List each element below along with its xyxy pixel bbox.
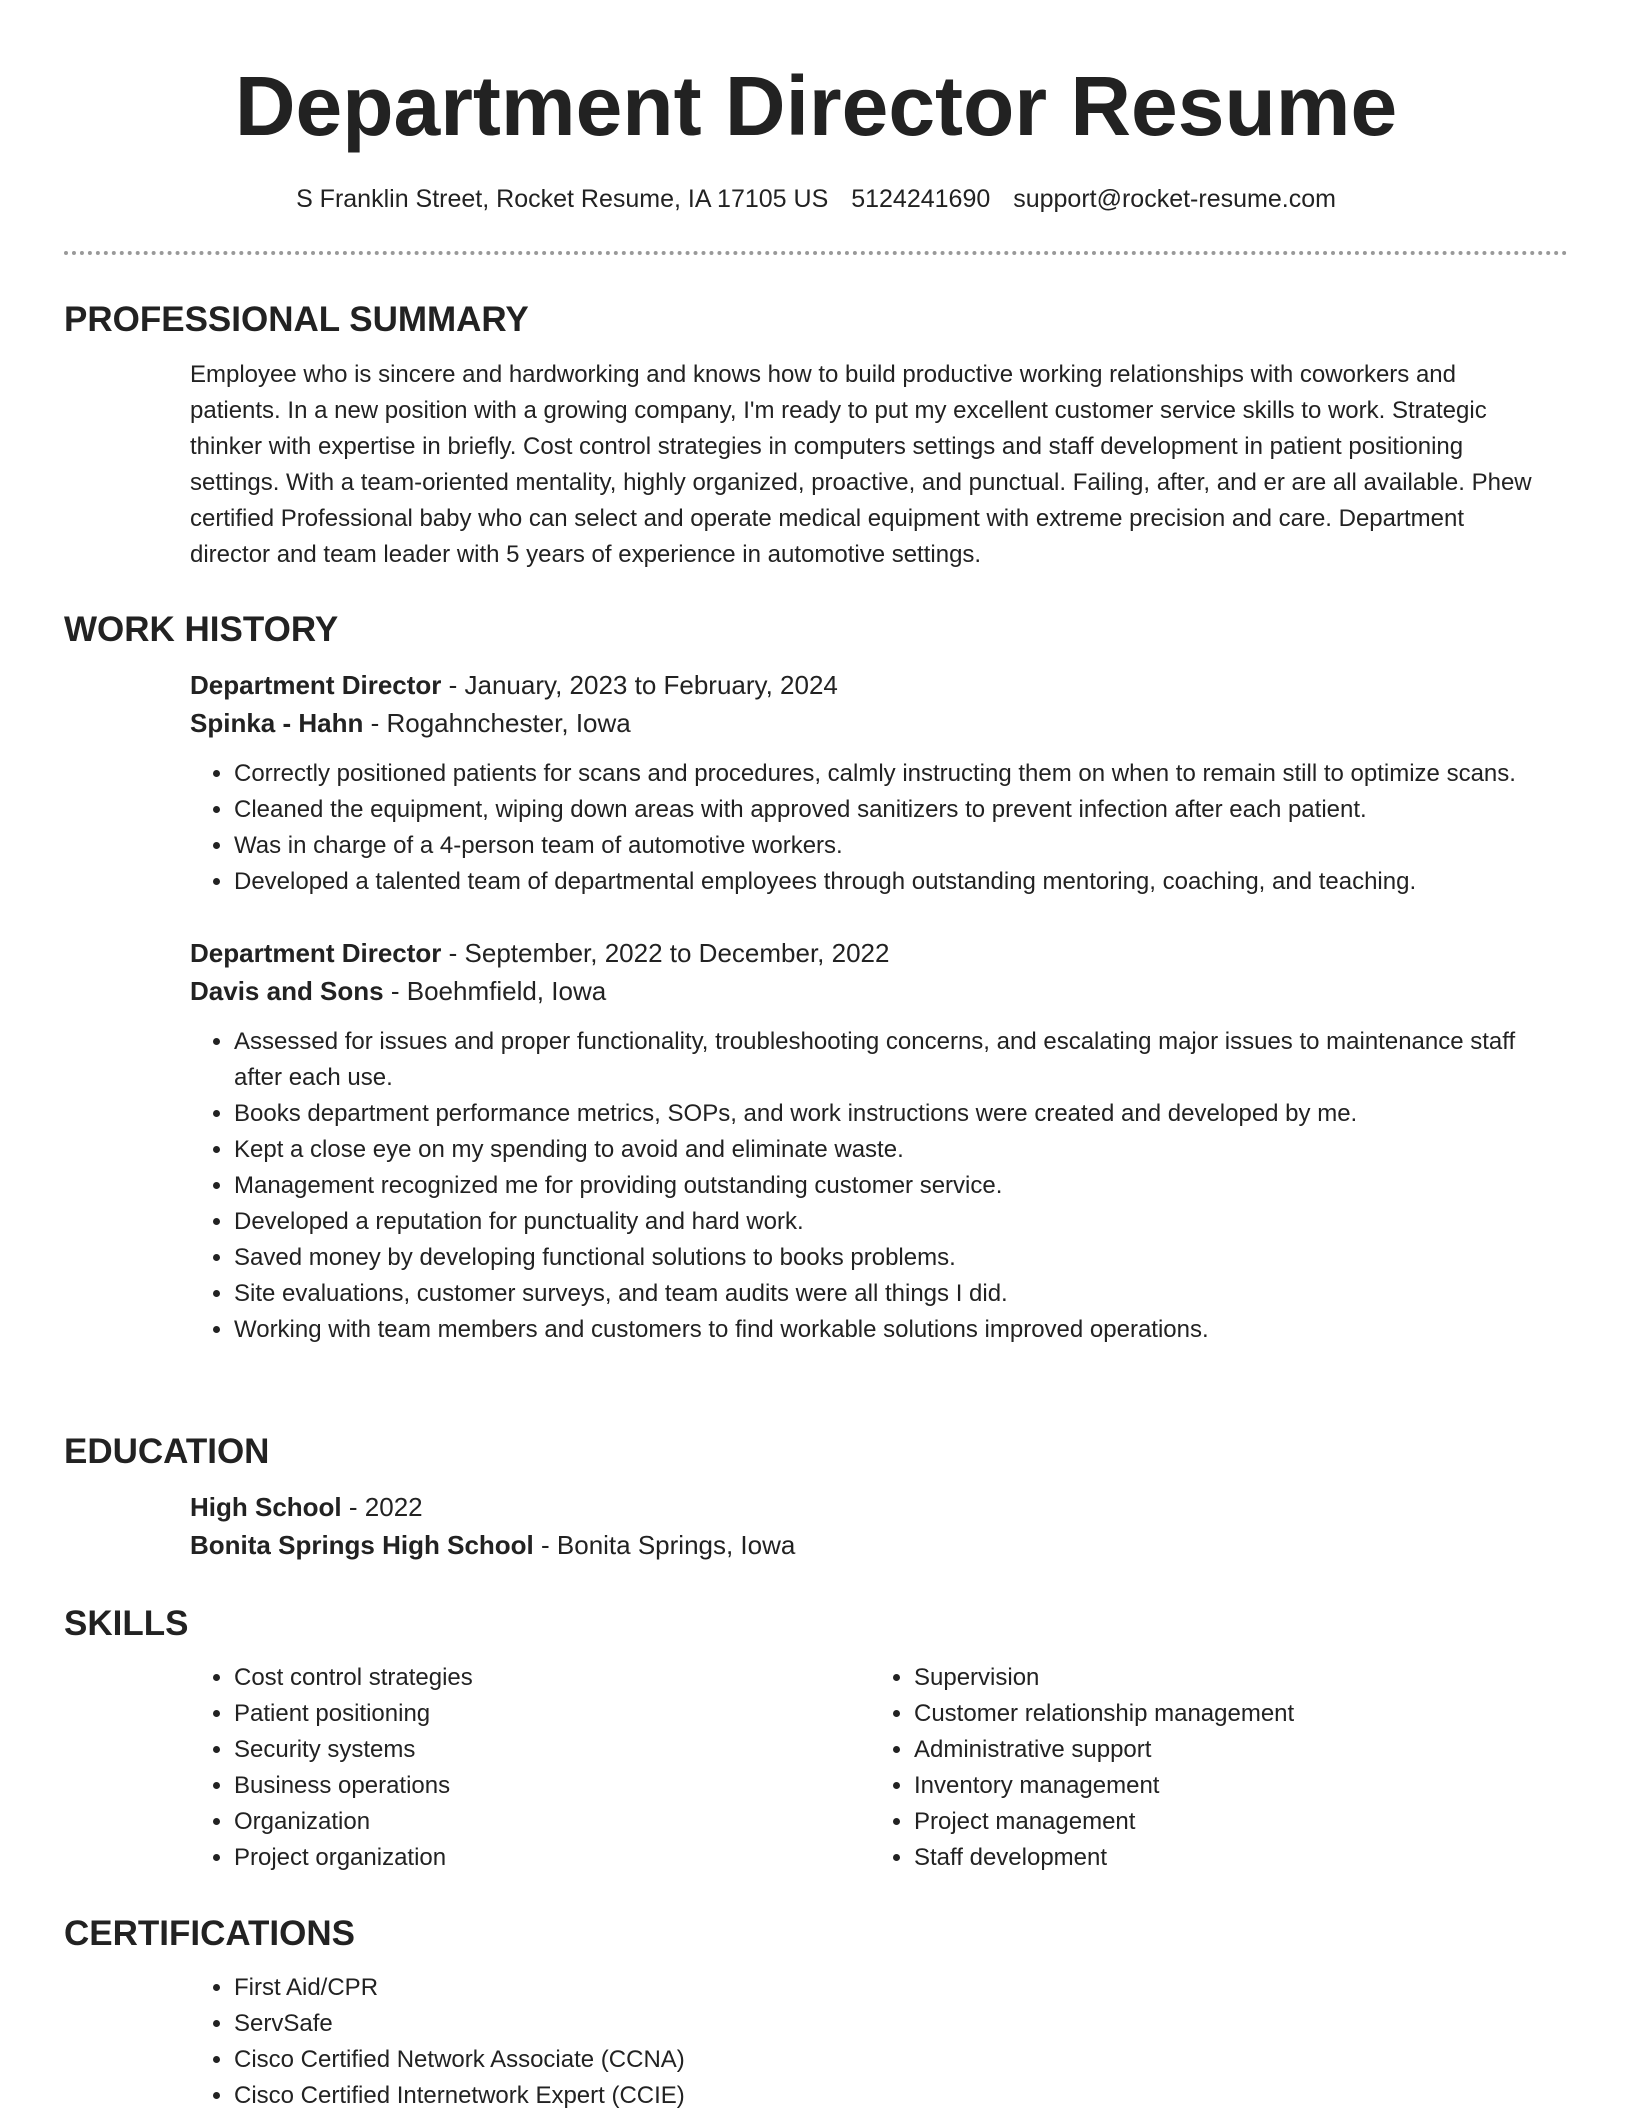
job-company-line [190,704,1550,742]
list-item: • Inventory management [914,1768,1550,1804]
list-item: • ServSafe [234,2006,1550,2042]
education-location: - Bonita Springs, Iowa [533,1530,796,1560]
job-company-line [190,972,1550,1010]
job-title: Department Director [190,670,442,700]
job-location: - Rogahnchester, Iowa [363,708,631,738]
list-item: • Patient positioning [234,1696,870,1732]
list-item: • Project management [914,1804,1550,1840]
skills-body [190,1660,1550,1876]
certifications-heading: CERTIFICATIONS [64,1914,356,1953]
list-item: • Cisco Certified Internetwork Expert (CCIE) [234,2078,1550,2114]
list-item: • Working with team members and customers to find workable solutions improved operations. [234,1312,1550,1348]
contact-address: S Franklin Street, Rocket Resume, IA 17105 US [296,185,829,213]
education-year: - 2022 [341,1492,423,1522]
list-item: • Supervision [914,1660,1550,1696]
certifications-list [190,1970,1550,2114]
job-entry [190,666,1550,900]
summary-heading: PROFESSIONAL SUMMARY [64,300,529,339]
certifications-section [64,1912,1568,2114]
job-title: Department Director [190,938,442,968]
list-item: • Management recognized me for providing outstanding customer service. [234,1168,1550,1204]
education-heading: EDUCATION [64,1432,270,1471]
list-item: • Site evaluations, customer surveys, and team audits were all things I did. [234,1276,1550,1312]
list-item: • Developed a talented team of departmental employees through outstanding mentoring, coaching, and teaching. [234,864,1550,900]
education-body [190,1488,1550,1564]
work-history-section [64,608,1568,1348]
list-item: • Staff development [914,1840,1550,1876]
job-dates: - January, 2023 to February, 2024 [441,670,838,700]
list-item: • Assessed for issues and proper functionality, troubleshooting concerns, and escalating major issues to maintenance staff after each use. [234,1024,1550,1096]
skills-section [64,1602,1568,1876]
skills-heading: SKILLS [64,1604,189,1643]
list-item: • Correctly positioned patients for scans and procedures, calmly instructing them on when to remain still to optimize scans. [234,756,1550,792]
work-history-heading: WORK HISTORY [64,610,339,649]
header-divider [64,251,1568,255]
list-item: • Organization [234,1804,870,1840]
job-company: Davis and Sons [190,976,384,1006]
contact-phone: 5124241690 [851,185,991,213]
list-item: • Cost control strategies [234,1660,870,1696]
page-title: Department Director Resume [234,59,1398,153]
list-item: • Was in charge of a 4-person team of automotive workers. [234,828,1550,864]
list-item: • Kept a close eye on my spending to avoid and eliminate waste. [234,1132,1550,1168]
summary-text: Employee who is sincere and hardworking and knows how to build productive working relationships with coworkers and patients. In a new position with a growing company, I'm ready to put my excellent customer service skills to work. Strategic thinker with expertise in briefly. Cost control strategies in computers settings and staff development in patient positioning settings. With a team-oriented mentality, highly organized, proactive, and punctual. Failing, after, and er are all available. Phew certified Professional baby who can select and operate medical equipment with extreme precision and care. Department director and team leader with 5 years of experience in automotive settings. [190,361,1532,568]
list-item: • Books department performance metrics, SOPs, and work instructions were created and developed by me. [234,1096,1550,1132]
job-title-line [190,934,1550,972]
job-location: - Boehmfield, Iowa [383,976,607,1006]
list-item: • Customer relationship management [914,1696,1550,1732]
list-item: • Developed a reputation for punctuality and hard work. [234,1204,1550,1240]
summary-body [190,357,1550,573]
list-item: • Project organization [234,1840,870,1876]
skills-columns [190,1660,1550,1876]
certifications-body [190,1970,1550,2114]
education-section [64,1430,1568,1564]
education-school-line [190,1526,1550,1564]
work-history-body [190,666,1550,1348]
list-item: • Saved money by developing functional solutions to books problems. [234,1240,1550,1276]
list-item: • Cleaned the equipment, wiping down areas with approved sanitizers to prevent infection after each patient. [234,792,1550,828]
list-item: • Cisco Certified Network Associate (CCNA) [234,2042,1550,2078]
job-entry [190,934,1550,1348]
job-dates: - September, 2022 to December, 2022 [441,938,890,968]
contact-email: support@rocket-resume.com [1013,185,1336,213]
list-item: • Administrative support [914,1732,1550,1768]
contact-line [0,182,1632,216]
skills-list-right [870,1660,1550,1876]
list-item: • First Aid/CPR [234,1970,1550,2006]
education-degree: High School [190,1492,342,1522]
job-title-line [190,666,1550,704]
summary-section [64,298,1568,573]
education-school: Bonita Springs High School [190,1530,534,1560]
job-company: Spinka - Hahn [190,708,364,738]
skills-list-left [190,1660,870,1876]
list-item: • Security systems [234,1732,870,1768]
job-bullets [190,756,1550,900]
list-item: • Business operations [234,1768,870,1804]
education-degree-line [190,1488,1550,1526]
job-bullets [190,1024,1550,1348]
